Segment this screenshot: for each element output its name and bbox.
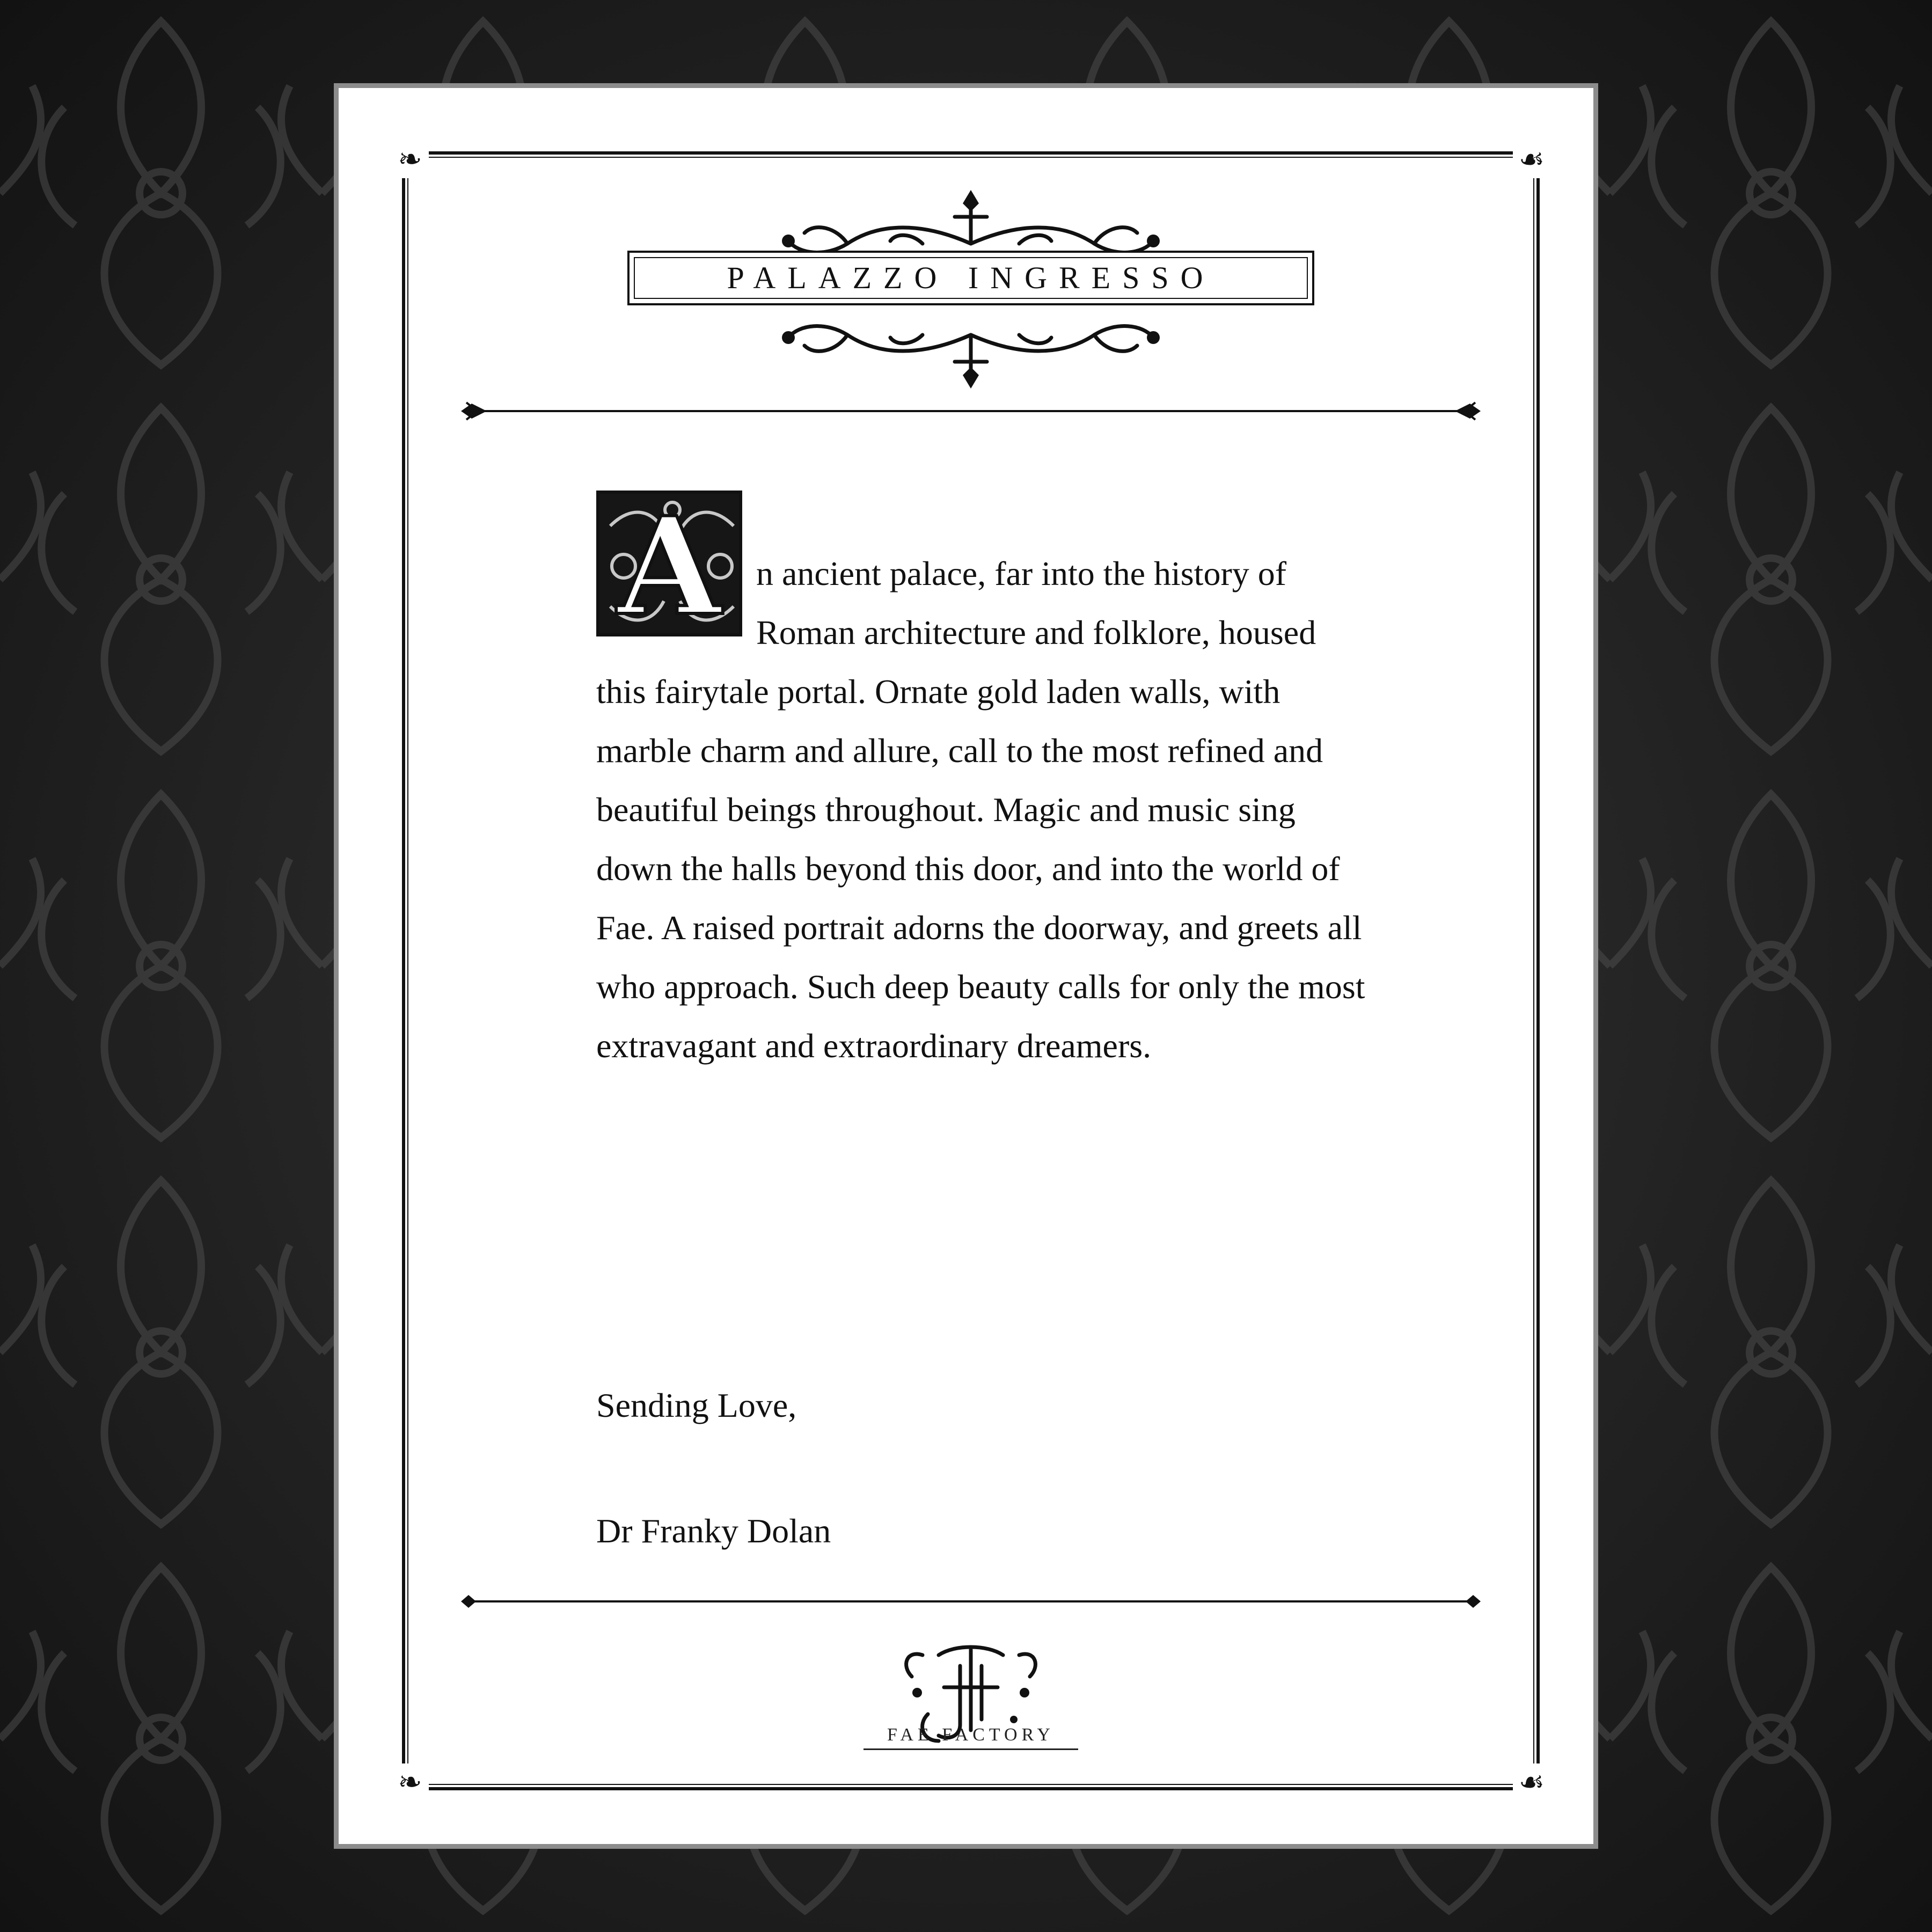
curl-corner-icon: ☙ bbox=[1513, 1763, 1550, 1801]
brand-name: FAE FACTORY bbox=[863, 1725, 1078, 1750]
curl-corner-icon: ❧ bbox=[391, 141, 429, 178]
title-banner bbox=[627, 251, 1314, 305]
body-paragraph: n ancient palace, far into the history of Roman architecture and folklore, housed this fairytale portal. Ornate gold laden walls, with marble charm and allure, call to the most refined and beautiful beings throughout. Magic and music sing down the halls beyond this door, and into the world of Fae. A raised portrait adorns the doorway, and greets all who approach. Such deep beauty calls for only the most extravagant and extraordinary dreamers. bbox=[596, 554, 1365, 1065]
curl-corner-icon: ☙ bbox=[1513, 141, 1550, 178]
letter-body bbox=[596, 491, 1369, 1075]
page-title: PALAZZO INGRESSO bbox=[727, 260, 1215, 295]
curl-corner-icon: ❧ bbox=[391, 1763, 429, 1801]
signoff-text: Sending Love, bbox=[596, 1386, 797, 1424]
illuminated-dropcap bbox=[596, 491, 742, 636]
letter-card bbox=[334, 83, 1598, 1849]
dropcap-letter: A bbox=[617, 491, 721, 636]
top-divider bbox=[461, 400, 1481, 422]
bottom-divider bbox=[461, 1591, 1481, 1612]
signature-name: Dr Franky Dolan bbox=[596, 1512, 831, 1550]
